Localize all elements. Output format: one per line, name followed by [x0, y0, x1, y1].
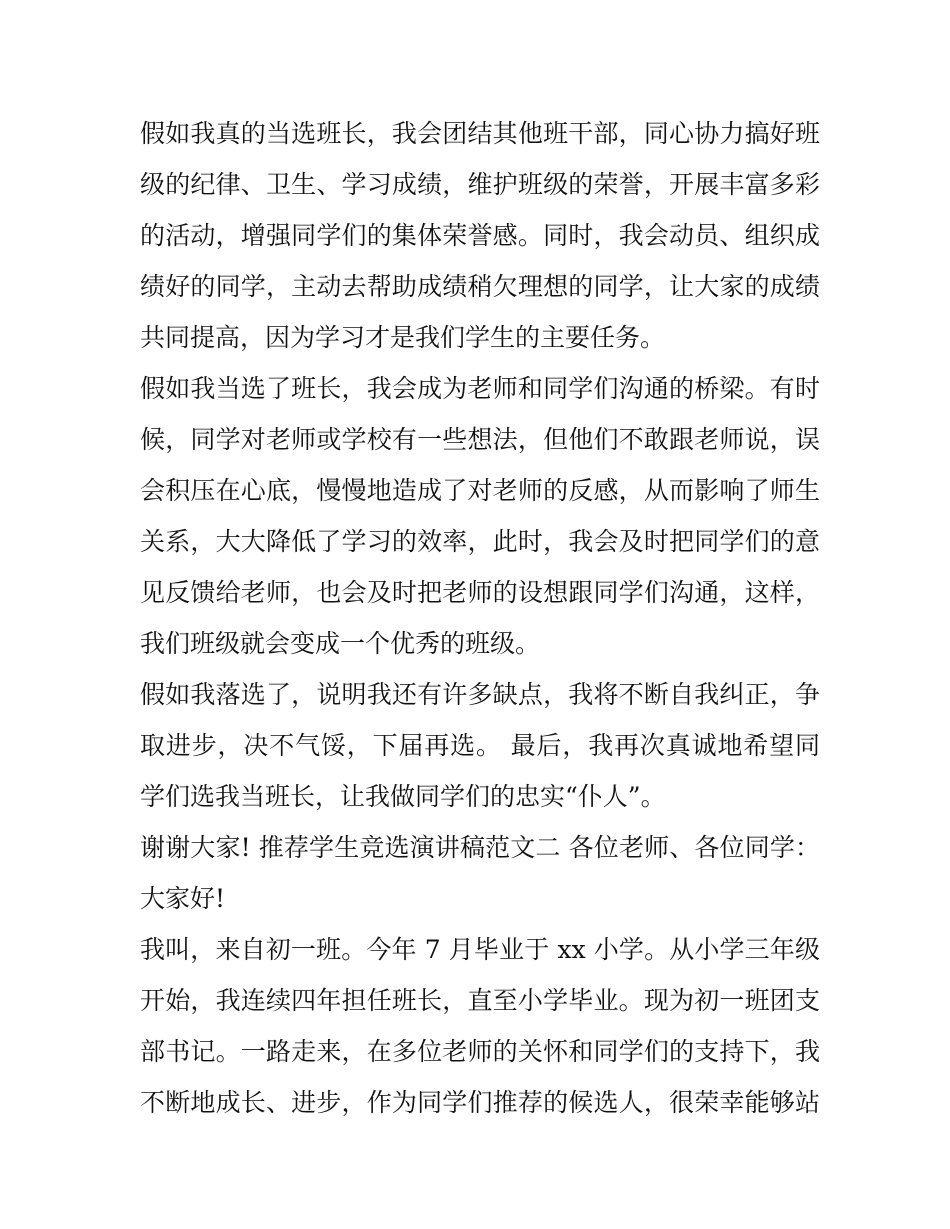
text-line: 候，同学对老师或学校有一些想法，但他们不敢跟老师说，误 — [140, 425, 820, 454]
text-line: 见反馈给老师，也会及时把老师的设想跟同学们沟通，这样， — [140, 578, 820, 607]
text-line: 开始，我连续四年担任班长，直至小学毕业。现为初一班团支 — [140, 986, 820, 1015]
text-line: 部书记。一路走来，在多位老师的关怀和同学们的支持下，我 — [140, 1037, 820, 1066]
text-line: 大家好! — [140, 884, 226, 913]
text-line: 关系，大大降低了学习的效率，此时，我会及时把同学们的意 — [140, 527, 820, 556]
text-line: 假如我落选了，说明我还有许多缺点，我将不断自我纠正，争 — [140, 680, 820, 709]
document-body — [140, 108, 820, 1128]
text-line: 共同提高，因为学习才是我们学生的主要任务。 — [140, 323, 666, 352]
text-line: 假如我真的当选班长，我会团结其他班干部，同心协力搞好班 — [140, 119, 820, 148]
text-line: 绩好的同学，主动去帮助成绩稍欠理想的同学，让大家的成绩 — [140, 272, 820, 301]
text-line: 学们选我当班长，让我做同学们的忠实“仆人”。 — [140, 782, 666, 811]
text-line: 不断地成长、进步，作为同学们推荐的候选人，很荣幸能够站 — [140, 1088, 820, 1117]
text-line: 的活动，增强同学们的集体荣誉感。同时，我会动员、组织成 — [140, 221, 820, 250]
text-line: 谢谢大家! 推荐学生竞选演讲稿范文二 各位老师、各位同学： — [140, 833, 820, 862]
text-line: 假如我当选了班长，我会成为老师和同学们沟通的桥梁。有时 — [140, 374, 820, 403]
text-line: 取进步，决不气馁，下届再选。 最后，我再次真诚地希望同 — [140, 731, 820, 760]
text-line: 我叫，来自初一班。今年 7 月毕业于 xx 小学。从小学三年级 — [140, 935, 820, 964]
text-line: 我们班级就会变成一个优秀的班级。 — [140, 629, 541, 658]
text-line: 会积压在心底，慢慢地造成了对老师的反感，从而影响了师生 — [140, 476, 820, 505]
text-line: 级的纪律、卫生、学习成绩，维护班级的荣誉，开展丰富多彩 — [140, 170, 820, 199]
